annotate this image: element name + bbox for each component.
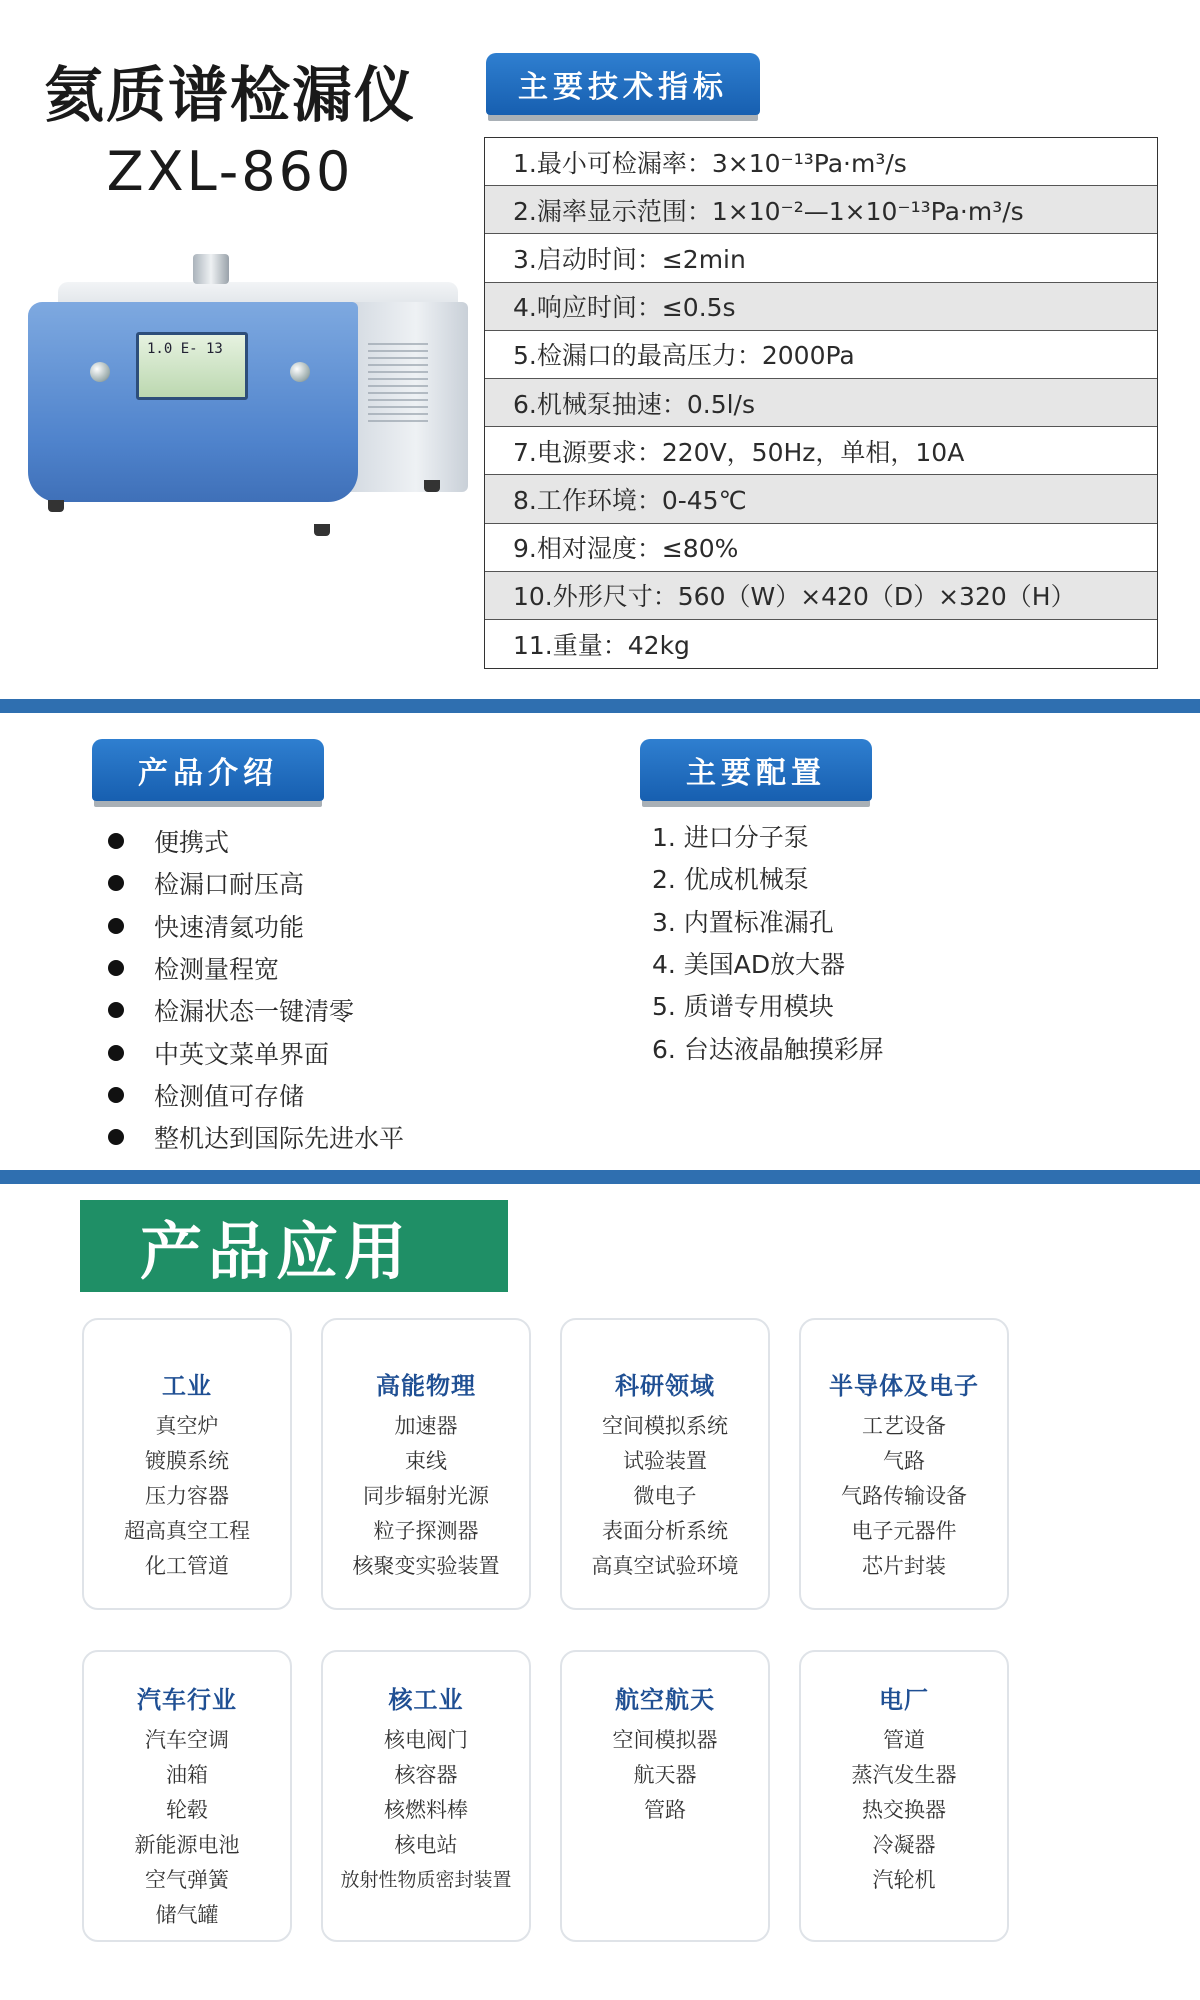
list-item: 1. 进口分子泵 <box>652 823 809 853</box>
list-item-text: 检漏口耐压高 <box>154 870 305 900</box>
card-item: 新能源电池 <box>134 1833 240 1857</box>
config-list <box>652 815 884 1069</box>
card-title: 航空航天 <box>615 1686 715 1714</box>
card-title: 半导体及电子 <box>829 1372 979 1400</box>
card-item: 高真空试验环境 <box>591 1554 739 1578</box>
card-item: 汽车空调 <box>145 1728 229 1752</box>
card-item: 电子元器件 <box>851 1519 957 1543</box>
list-item <box>108 989 404 1031</box>
spec-row: 5.检漏口的最高压力：2000Pa <box>485 331 1157 379</box>
bullet-icon <box>108 1087 124 1103</box>
card-item: 核燃料棒 <box>384 1798 468 1822</box>
machine-inlet-port <box>193 254 229 284</box>
intro-heading: 产品介绍 <box>92 739 324 801</box>
card-item: 工艺设备 <box>862 1414 946 1438</box>
card-item: 储气罐 <box>155 1903 219 1927</box>
list-item: 6. 台达液晶触摸彩屏 <box>652 1034 884 1064</box>
card-item: 冷凝器 <box>872 1833 936 1857</box>
card-item: 加速器 <box>394 1414 458 1438</box>
product-model: ZXL-860 <box>106 140 354 203</box>
card-item: 表面分析系统 <box>602 1519 728 1543</box>
machine-foot <box>424 480 440 492</box>
intro-list <box>108 820 404 1158</box>
card-item: 压力容器 <box>145 1484 229 1508</box>
application-card <box>799 1318 1009 1610</box>
card-item: 核电站 <box>394 1833 458 1857</box>
card-item: 管道 <box>883 1728 925 1752</box>
bullet-icon <box>108 1002 124 1018</box>
specs-heading: 主要技术指标 <box>486 53 760 115</box>
card-item: 微电子 <box>633 1484 697 1508</box>
application-card <box>799 1650 1009 1942</box>
card-item: 超高真空工程 <box>124 1519 250 1543</box>
spec-row: 1.最小可检漏率：3×10⁻¹³Pa·m³/s <box>485 138 1157 186</box>
application-card <box>82 1650 292 1942</box>
machine-display-screen: 1.0 E- 13 <box>136 332 248 400</box>
card-item: 镀膜系统 <box>145 1449 229 1473</box>
list-item: 3. 内置标准漏孔 <box>652 907 834 937</box>
pixel-decoration <box>470 1216 506 1252</box>
list-item-text: 检测量程宽 <box>154 955 280 985</box>
bullet-icon <box>108 875 124 891</box>
section-divider <box>0 699 1200 713</box>
spec-row: 8.工作环境：0-45℃ <box>485 475 1157 523</box>
spec-row: 10.外形尺寸：560（W）×420（D）×320（H） <box>485 572 1157 620</box>
spec-row: 3.启动时间：≤2min <box>485 234 1157 282</box>
card-item: 油箱 <box>166 1763 208 1787</box>
card-item: 空间模拟系统 <box>602 1414 728 1438</box>
pixel-decoration <box>478 1266 506 1292</box>
card-item: 汽轮机 <box>872 1868 936 1892</box>
application-card <box>321 1650 531 1942</box>
card-title: 科研领域 <box>615 1372 715 1400</box>
spec-row: 9.相对湿度：≤80% <box>485 524 1157 572</box>
application-card <box>82 1318 292 1610</box>
application-card <box>560 1650 770 1942</box>
card-item: 气路传输设备 <box>841 1484 967 1508</box>
application-card <box>560 1318 770 1610</box>
card-item: 气路 <box>883 1449 925 1473</box>
machine-foot <box>48 500 64 512</box>
card-item: 蒸汽发生器 <box>851 1763 957 1787</box>
card-item: 核聚变实验装置 <box>352 1554 500 1578</box>
machine-foot <box>314 524 330 536</box>
bullet-icon <box>108 918 124 934</box>
card-item: 同步辐射光源 <box>363 1484 489 1508</box>
config-heading: 主要配置 <box>640 739 872 801</box>
list-item-text: 中英文菜单界面 <box>154 1039 330 1069</box>
section-divider <box>0 1170 1200 1184</box>
list-item <box>108 1031 404 1073</box>
list-item <box>108 905 404 947</box>
knob-icon <box>90 362 110 382</box>
knob-icon <box>290 362 310 382</box>
list-item: 5. 质谱专用模块 <box>652 992 834 1022</box>
card-item: 束线 <box>405 1449 447 1473</box>
card-item: 航天器 <box>633 1763 697 1787</box>
card-item: 化工管道 <box>145 1554 229 1578</box>
card-item: 放射性物质密封装置 <box>340 1869 512 1891</box>
product-image <box>28 262 458 542</box>
card-item: 粒子探测器 <box>373 1519 479 1543</box>
applications-heading: 产品应用 <box>80 1200 508 1292</box>
list-item-text: 检测值可存储 <box>154 1081 305 1111</box>
card-title: 工业 <box>162 1372 212 1400</box>
product-title-block <box>30 60 430 203</box>
spec-row: 11.重量：42kg <box>513 630 690 660</box>
bullet-icon <box>108 960 124 976</box>
card-item: 试验装置 <box>623 1449 707 1473</box>
card-item: 空间模拟器 <box>612 1728 718 1752</box>
list-item-text: 检漏状态一键清零 <box>154 997 355 1027</box>
bullet-icon <box>108 1045 124 1061</box>
list-item: 4. 美国AD放大器 <box>652 950 846 980</box>
list-item <box>108 1116 404 1158</box>
card-title: 电厂 <box>879 1686 929 1714</box>
list-item-text: 便携式 <box>154 828 230 858</box>
card-item: 热交换器 <box>862 1798 946 1822</box>
card-item: 芯片封装 <box>862 1554 946 1578</box>
pixel-decoration <box>450 1252 478 1280</box>
application-card <box>321 1318 531 1610</box>
card-title: 汽车行业 <box>137 1686 237 1714</box>
list-item <box>108 1074 404 1116</box>
list-item <box>108 820 404 862</box>
specs-table <box>484 137 1158 669</box>
card-item: 空气弹簧 <box>145 1868 229 1892</box>
spec-row: 4.响应时间：≤0.5s <box>485 283 1157 331</box>
spec-row: 6.机械泵抽速：0.5l/s <box>485 379 1157 427</box>
card-item: 轮毂 <box>166 1798 208 1822</box>
product-title: 氦质谱检漏仪 <box>44 61 416 131</box>
card-item: 真空炉 <box>155 1414 219 1438</box>
list-item <box>108 947 404 989</box>
spec-row: 2.漏率显示范围：1×10⁻²—1×10⁻¹³Pa·m³/s <box>485 186 1157 234</box>
list-item <box>108 862 404 904</box>
card-item: 核容器 <box>394 1763 458 1787</box>
card-item: 核电阀门 <box>384 1728 468 1752</box>
bullet-icon <box>108 833 124 849</box>
card-title: 核工业 <box>388 1686 464 1714</box>
list-item-text: 整机达到国际先进水平 <box>154 1124 405 1154</box>
bullet-icon <box>108 1129 124 1145</box>
list-item-text: 快速清氦功能 <box>154 912 305 942</box>
vent-grille <box>368 342 428 422</box>
card-title: 高能物理 <box>376 1372 476 1400</box>
spec-row: 7.电源要求：220V，50Hz，单相，10A <box>485 427 1157 475</box>
list-item: 2. 优成机械泵 <box>652 865 809 895</box>
card-item: 管路 <box>644 1798 686 1822</box>
